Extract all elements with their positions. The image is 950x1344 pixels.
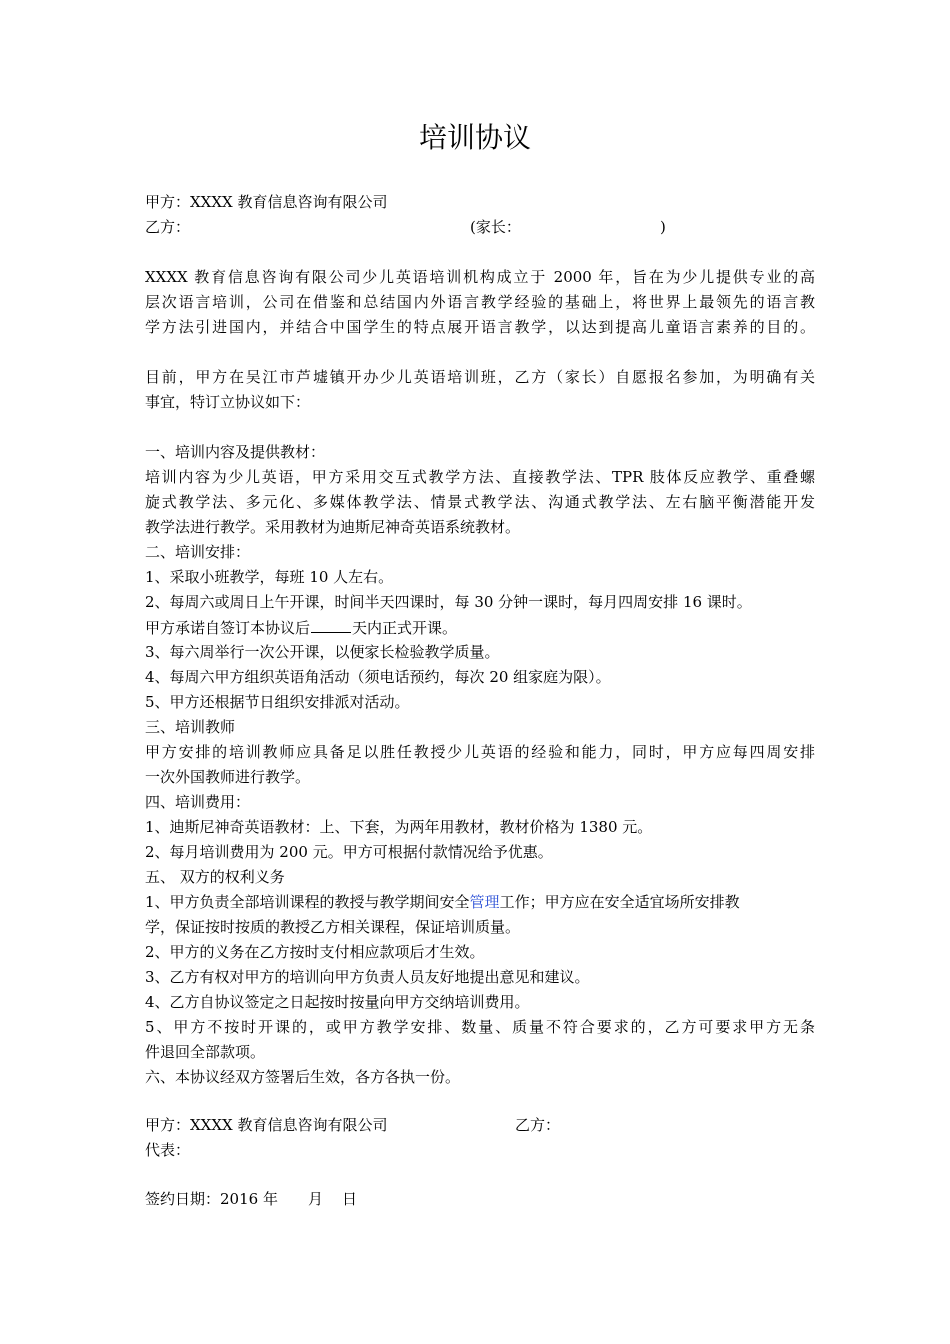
section-5-item-5-continued: 件退回全部款项。 [145,1043,266,1061]
start-days-prefix: 甲方承诺自签订本协议后 [145,619,311,637]
parent-close: ) [660,218,666,236]
signature-party-b: 乙方： [515,1116,561,1134]
section-4-item-2: 2、每月培训费用为 200 元。甲方可根据付款情况给予优惠。 [145,843,553,861]
section-1-heading: 一、培训内容及提供教材： [145,443,326,461]
start-days-blank [311,615,351,633]
section-1-body-line: 教学法进行教学。采用教材为迪斯尼神奇英语系统教材。 [145,518,521,536]
section-1-body-line: 旋式教学法、多元化、多媒体教学法、情景式教学法、沟通式教学法、左右脑平衡潜能开发 [145,493,815,511]
section-5-item-1 [145,890,815,914]
parent-label: (家长： [470,218,521,236]
section-3-body-line: 甲方安排的培训教师应具备足以胜任教授少儿英语的经验和能力，同时，甲方应每四周安排 [145,743,815,761]
intro-line: 层次语言培训，公司在借鉴和总结国内外语言教学经验的基础上，将世界上最领先的语言教 [145,293,815,311]
purpose-line: 目前，甲方在吴江市芦墟镇开办少儿英语培训班，乙方（家长）自愿报名参加，为明确有关 [145,368,815,386]
party-b-label: 乙方： [145,218,191,236]
section-2-item-2: 2、每周六或周日上午开课，时间半天四课时，每 30 分钟一课时，每月四周安排 16 课时。 [145,593,752,611]
section-5-item-1-continued: 学，保证按时按质的教授乙方相关课程，保证培训质量。 [145,918,521,936]
sign-date-month: 月 [308,1190,324,1208]
intro-line: XXXX 教育信息咨询有限公司少儿英语培训机构成立于 2000 年，旨在为少儿提供专业的高 [145,268,815,286]
section-5-item-3: 3、乙方有权对甲方的培训向甲方负责人员友好地提出意见和建议。 [145,968,590,986]
section-4-heading: 四、培训费用： [145,793,251,811]
section-5-item-5: 5、甲方不按时开课的，或甲方教学安排、数量、质量不符合要求的，乙方可要求甲方无条 [145,1018,815,1036]
section-2-item-1: 1、采取小班教学，每班 10 人左右。 [145,568,394,586]
section-5-item-1-text: 工作；甲方应在安全适宜场所安排教 [499,893,740,911]
section-5-item-2: 2、甲方的义务在乙方按时支付相应款项后才生效。 [145,943,485,961]
section-3-heading: 三、培训教师 [145,718,236,736]
intro-line: 学方法引进国内，并结合中国学生的特点展开语言教学，以达到提高儿童语言素养的目的。 [145,318,815,336]
sign-date-label: 签约日期：2016 年 [145,1190,278,1208]
sign-date-day: 日 [342,1190,358,1208]
management-link[interactable]: 管理 [469,893,500,911]
party-a-line: 甲方：XXXX 教育信息咨询有限公司 [145,193,388,211]
section-5-item-4: 4、乙方自协议签定之日起按时按量向甲方交纳培训费用。 [145,993,530,1011]
signature-party-a: 甲方：XXXX 教育信息咨询有限公司 [145,1116,388,1134]
section-3-body-line: 一次外国教师进行教学。 [145,768,311,786]
section-2-item-4: 4、每周六甲方组织英语角活动（须电话预约，每次 20 组家庭为限）。 [145,668,611,686]
purpose-line: 事宜，特订立协议如下： [145,393,311,411]
representative-line: 代表： [145,1141,191,1159]
page-title: 培训协议 [418,121,531,154]
section-2-item-5: 5、甲方还根据节日组织安排派对活动。 [145,693,410,711]
section-1-body-line: 培训内容为少儿英语，甲方采用交互式教学方法、直接教学法、TPR 肢体反应教学、重叠螺 [145,468,815,486]
start-days-suffix: 天内正式开课。 [352,619,458,637]
section-6-line: 六、本协议经双方签署后生效，各方各执一份。 [145,1068,461,1086]
section-5-item-1-text: 1、甲方负责全部培训课程的教授与教学期间安全 [145,893,470,911]
section-2-heading: 二、培训安排： [145,543,251,561]
section-2-item-3: 3、每六周举行一次公开课，以便家长检验教学质量。 [145,643,500,661]
section-4-item-1: 1、迪斯尼神奇英语教材：上、下套，为两年用教材，教材价格为 1380 元。 [145,818,653,836]
section-2-item-2-continued [145,615,815,640]
section-5-heading: 五、 双方的权利义务 [145,868,285,886]
